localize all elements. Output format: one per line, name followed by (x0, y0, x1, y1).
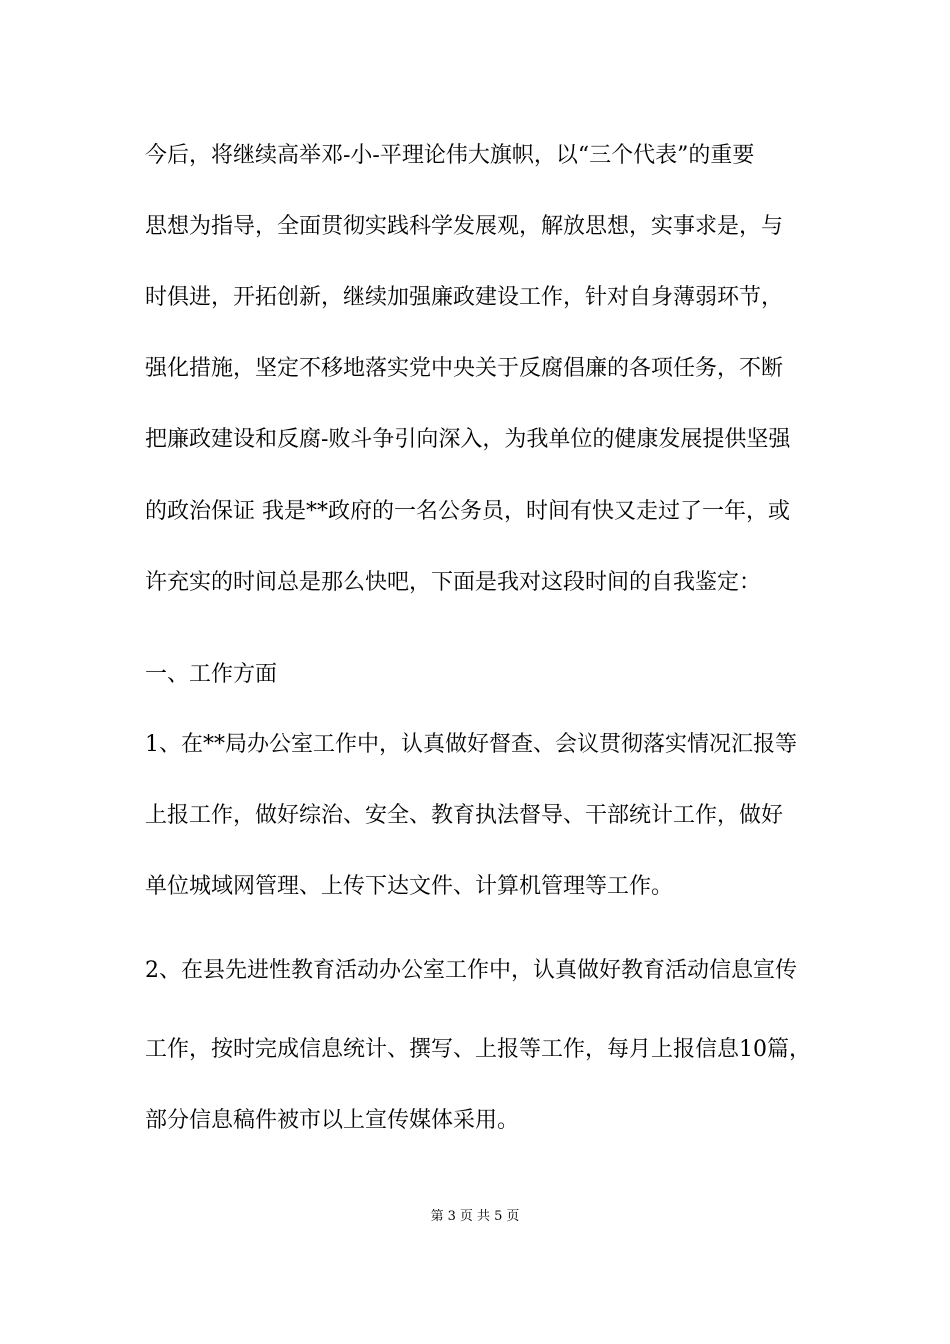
section-heading: 一、工作方面 (145, 662, 278, 687)
text-line: 2、在县先进性教育活动办公室工作中，认真做好教育活动信息宣传 (145, 958, 797, 983)
text-line: 思想为指导，全面贯彻实践科学发展观，解放思想，实事求是，与 (145, 214, 784, 239)
page-suffix: 页 (506, 1209, 520, 1224)
page-footer (0, 1208, 950, 1226)
text-line: 上报工作，做好综治、安全、教育执法督导、干部统计工作，做好 (145, 803, 784, 828)
text-line: 今后，将继续高举邓-小-平理论伟大旗帜，以“三个代表”的重要 (145, 143, 755, 168)
total-pages-number: 5 (494, 1209, 503, 1224)
text-line: 许充实的时间总是那么快吧，下面是我对这段时间的自我鉴定： (145, 570, 762, 595)
text-line: 部分信息稿件被市以上宣传媒体采用。 (145, 1108, 520, 1133)
text-line: 的政治保证 我是**政府的一名公务员，时间有快又走过了一年，或 (145, 499, 790, 524)
text-line: 1、在**局办公室工作中，认真做好督查、会议贯彻落实情况汇报等 (145, 732, 797, 757)
text-line: 把廉政建设和反腐-败斗争引向深入，为我单位的健康发展提供坚强 (145, 427, 791, 452)
text-line: 工作，按时完成信息统计、撰写、上报等工作，每月上报信息10篇， (145, 1037, 811, 1062)
current-page-number: 3 (447, 1209, 456, 1224)
text-line: 单位城域网管理、上传下达文件、计算机管理等工作。 (145, 874, 674, 899)
page-prefix: 第 (430, 1209, 444, 1224)
text-line: 时俱进，开拓创新，继续加强廉政建设工作，针对自身薄弱环节， (145, 285, 784, 310)
page-mid: 页 共 (459, 1209, 491, 1224)
text-line: 强化措施，坚定不移地落实党中央关于反腐倡廉的各项任务，不断 (145, 356, 784, 381)
